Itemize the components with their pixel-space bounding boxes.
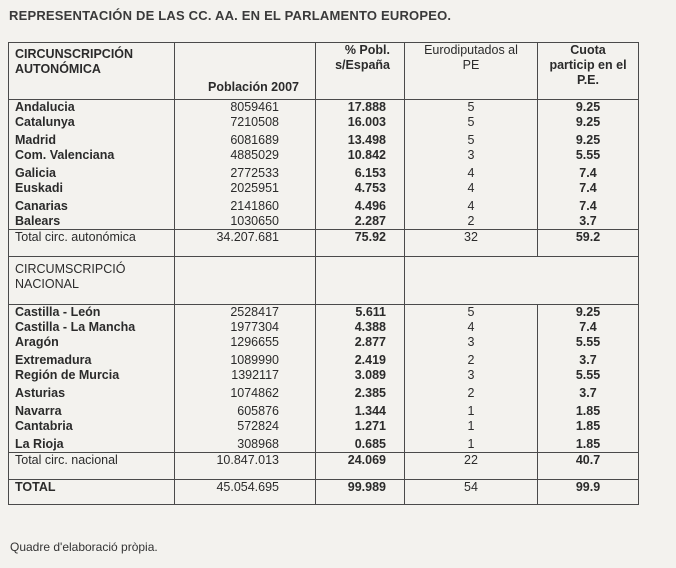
row-quota: 7.4 [579,320,597,334]
row-meps: 3 [467,148,475,162]
row-meps: 5 [467,305,475,319]
row-meps: 5 [467,115,475,129]
row-name: Asturias [15,386,66,400]
row-pct: 2.877 [354,335,386,349]
row-meps: 4 [467,166,475,180]
row-name: La Rioja [15,437,64,451]
parliament-table [8,42,639,505]
row-name: Balears [15,214,61,228]
national-names [9,305,175,453]
row-meps: 1 [467,419,475,433]
row-name: Galicia [15,166,56,180]
row-meps: 2 [467,386,475,400]
row-pct: 2.419 [354,353,386,367]
header-meps-line1: Eurodiputados al [424,43,518,57]
row-quota: 3.7 [579,386,597,400]
national-quota [538,305,639,453]
footnote: Quadre d'elaboració pròpia. [10,540,158,554]
autonomic-quota [538,100,639,230]
national-meps [405,305,538,453]
row-quota: 5.55 [575,368,601,382]
row-meps: 4 [467,320,475,334]
row-population: 1030650 [230,214,279,228]
row-population: 1392117 [231,368,279,382]
row-pct: 2.287 [354,214,386,228]
row-quota: 1.85 [575,404,601,418]
national-heading [9,257,175,305]
row-meps: 4 [467,181,475,195]
row-pct: 6.153 [354,166,386,180]
total-label: Total circ. autonómica [9,230,175,257]
header-region-line2: AUTONÓMICA [15,62,101,76]
row-quota: 7.4 [579,166,597,180]
header-population [175,43,316,100]
row-pct: 1.344 [354,404,386,418]
row-meps: 2 [467,214,475,228]
header-quota-line3: P.E. [576,73,599,87]
header-meps-line2: PE [462,58,480,72]
national-body [9,305,639,453]
row-population: 8059461 [230,100,279,114]
grand-total-row [9,480,639,505]
row-pct: 5.611 [355,305,386,319]
national-total-row [9,453,639,480]
row-population: 2025951 [230,181,279,195]
row-name: Navarra [15,404,62,418]
row-meps: 1 [467,404,475,418]
row-meps: 4 [467,199,475,213]
header-pct-line1: % Pobl. [344,43,390,57]
autonomic-meps [405,100,538,230]
total-meps: 32 [405,230,538,257]
empty-cell [175,257,316,305]
empty-cell [405,257,639,305]
row-population: 308968 [237,437,279,451]
total-population: 10.847.013 [175,453,316,480]
page-title: REPRESENTACIÓN DE LAS CC. AA. EN EL PARLAMENTO EUROPEO. [9,8,452,23]
header-region [9,43,175,100]
empty-cell [316,257,405,305]
row-name: Com. Valenciana [15,148,115,162]
row-pct: 13.498 [347,133,386,147]
row-pct: 1.271 [354,419,386,433]
row-quota: 7.4 [579,199,597,213]
grand-total-quota: 99.9 [538,480,639,505]
row-population: 1089990 [230,353,279,367]
row-name: Catalunya [15,115,75,129]
header-population-label: Población 2007 [207,80,299,94]
row-name: Canarias [15,199,68,213]
row-quota: 7.4 [579,181,597,195]
row-pct: 10.842 [347,148,386,162]
row-pct: 16.003 [347,115,386,129]
autonomic-names [9,100,175,230]
autonomic-total-row [9,230,639,257]
row-quota: 5.55 [575,335,601,349]
row-population: 1074862 [230,386,279,400]
total-quota: 59.2 [538,230,639,257]
row-population: 572824 [237,419,279,433]
row-name: Extremadura [15,353,92,367]
autonomic-pct [316,100,405,230]
grand-total-population: 45.054.695 [175,480,316,505]
row-population: 2141860 [230,199,279,213]
national-heading-line2: NACIONAL [15,277,79,291]
row-name: Andalucia [15,100,75,114]
total-meps: 22 [405,453,538,480]
row-pct: 3.089 [354,368,386,382]
row-meps: 5 [467,133,475,147]
header-quota [538,43,639,100]
row-pct: 17.888 [347,100,386,114]
row-name: Madrid [15,133,56,147]
row-population: 1296655 [230,335,279,349]
row-population: 7210508 [230,115,279,129]
row-name: Región de Murcia [15,368,120,382]
national-pct [316,305,405,453]
row-meps: 3 [467,368,475,382]
row-pct: 2.385 [354,386,386,400]
row-quota: 3.7 [579,353,597,367]
row-name: Castilla - León [15,305,101,319]
grand-total-meps: 54 [405,480,538,505]
grand-total-label: TOTAL [9,480,175,505]
row-name: Castilla - La Mancha [15,320,136,334]
row-population: 605876 [237,404,279,418]
header-quota-line1: Cuota [570,43,606,57]
header-quota-line2: particip en el [549,58,627,72]
row-meps: 1 [467,437,475,451]
row-meps: 3 [467,335,475,349]
row-name: Euskadi [15,181,63,195]
total-label: Total circ. nacional [9,453,175,480]
row-name: Cantabria [15,419,73,433]
row-population: 4885029 [230,148,279,162]
total-pct: 24.069 [316,453,405,480]
row-quota: 9.25 [575,115,601,129]
row-pct: 4.388 [354,320,386,334]
row-quota: 9.25 [575,133,601,147]
row-pct: 0.685 [354,437,386,451]
row-quota: 5.55 [575,148,601,162]
header-pct [316,43,405,100]
total-quota: 40.7 [538,453,639,480]
national-heading-line1: CIRCUMSCRIPCIÓ [15,262,126,276]
row-pct: 4.496 [354,199,386,213]
national-heading-row [9,257,639,305]
national-population [175,305,316,453]
total-pct: 75.92 [316,230,405,257]
autonomic-body [9,100,639,230]
header-meps [405,43,538,100]
row-population: 6081689 [230,133,279,147]
header-row [9,43,639,100]
row-name: Aragón [15,335,59,349]
row-meps: 2 [467,353,475,367]
row-quota: 1.85 [575,437,601,451]
autonomic-population [175,100,316,230]
grand-total-pct: 99.989 [316,480,405,505]
total-population: 34.207.681 [175,230,316,257]
header-pct-line2: s/España [335,58,390,72]
row-quota: 1.85 [575,419,601,433]
header-region-line1: CIRCUNSCRIPCIÓN [15,47,134,61]
row-pct: 4.753 [354,181,386,195]
row-quota: 9.25 [575,305,601,319]
row-meps: 5 [467,100,475,114]
row-population: 1977304 [230,320,279,334]
row-quota: 3.7 [579,214,597,228]
row-quota: 9.25 [575,100,601,114]
row-population: 2772533 [230,166,279,180]
row-population: 2528417 [230,305,279,319]
